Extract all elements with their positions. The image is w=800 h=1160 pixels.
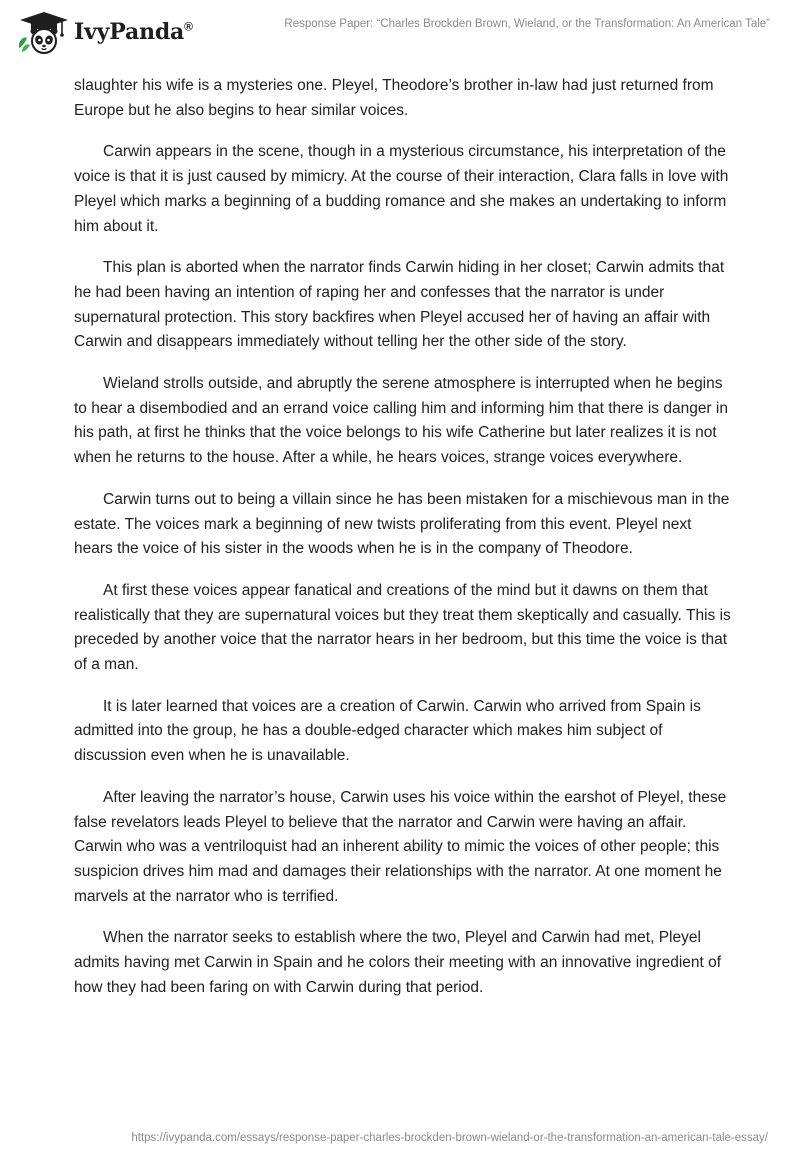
- paragraph: This plan is aborted when the narrator finds Carwin hiding in her closet; Carwin admits that he had been having an intention of raping her and confesses that the narrator is under supernatural protection. This story backfires when Pleyel accused her of having an affair with Carwin and disappears immediately without telling her the other side of the story.: [74, 259, 725, 351]
- paragraph: After leaving the narrator’s house, Carwin uses his voice within the earshot of Pleyel, these false revelators leads Pleyel to believe that the narrator and Carwin were having an affair. Carwin who was a ventriloquist had an inherent ability to mimic the voices of other people; this suspicion drives him mad and damages their relationships with the narrator. At one moment he marvels at the narrator who is terrified.: [74, 788, 727, 905]
- panda-graduate-icon: [16, 10, 70, 54]
- paragraph: Carwin appears in the scene, though in a mysterious circumstance, his interpretation of the voice is that it is just caused by mimicry. At the course of their interaction, Clara falls in love with Pleyel which marks a beginning of a budding romance and she makes an undertaking to inform him about it.: [74, 143, 729, 235]
- document-title: Response Paper: “Charles Brockden Brown, Wieland, or the Transformation: An American Tale”: [284, 18, 770, 30]
- paragraph: It is later learned that voices are a creation of Carwin. Carwin who arrived from Spain is admitted into the group, he has a double-edged character which makes him subject of discussion even when he is unavailable.: [74, 697, 701, 765]
- paragraph: At first these voices appear fanatical and creations of the mind but it dawns on them that realistically that they are supernatural voices but they treat them skeptically and casually. This is preceded by another voice that the narrator hears in her bedroom, but this time the voice is that of a man.: [74, 581, 731, 674]
- page-header: [0, 0, 800, 64]
- brand-logo[interactable]: [16, 8, 193, 56]
- brand-name: IvyPanda®: [74, 19, 193, 45]
- essay-body: [74, 74, 734, 1018]
- paragraph: slaughter his wife is a mysteries one. Pleyel, Theodore’s brother in-law had just returned from Europe but he also begins to hear similar voices.: [74, 77, 714, 119]
- paragraph: When the narrator seeks to establish where the two, Pleyel and Carwin had met, Pleyel admits having met Carwin in Spain and he colors their meeting with an innovative ingredient of how they had been faring on with Carwin during that period.: [74, 929, 722, 996]
- registered-mark: ®: [184, 19, 193, 34]
- paragraph: Carwin turns out to being a villain since he has been mistaken for a mischievous man in the estate. The voices mark a beginning of new twists proliferating from this event. Pleyel next hears the voice of his sister in the woods when he is in the company of Theodore.: [74, 490, 730, 558]
- paragraph: Wieland strolls outside, and abruptly the serene atmosphere is interrupted when he begins to hear a disembodied and an errand voice calling him and informing him that there is danger in his path, at first he thinks that the voice belongs to his wife Catherine but later realizes it is not when he returns to the house. After a while, he hears voices, strange voices everywhere.: [74, 375, 728, 467]
- source-url[interactable]: https://ivypanda.com/essays/response-paper-charles-brockden-brown-wieland-or-the-transformation-an-american-tale-essay/: [131, 1132, 768, 1144]
